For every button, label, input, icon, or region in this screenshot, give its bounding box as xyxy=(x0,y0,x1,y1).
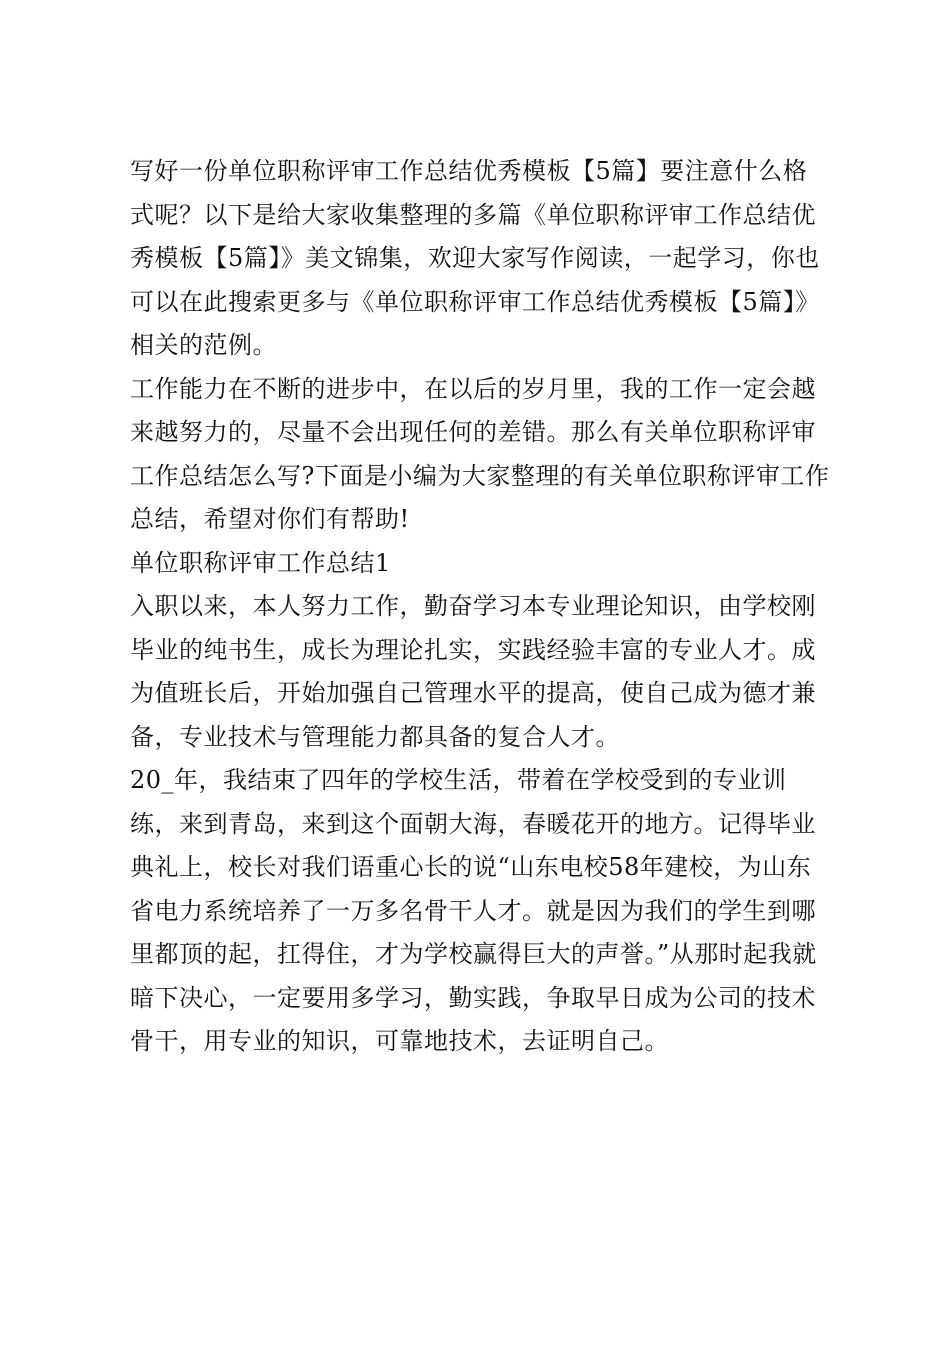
intro-paragraph: 写好一份单位职称评审工作总结优秀模板【5篇】要注意什么格式呢？以下是给大家收集整理的多篇《单位职称评审工作总结优秀模板【5篇】》美文锦集，欢迎大家写作阅读，一起学习，你也可以在此搜索更多与《单位职称评审工作总结优秀模板【5篇】》相关的范例。 xyxy=(130,157,820,359)
body-paragraph: 20_年，我结束了四年的学校生活，带着在学校受到的专业训练，来到青岛，来到这个面朝大海，春暖花开的地方。记得毕业典礼上，校长对我们语重心长的说“山东电校58年建校，为山东省电力系统培养了一万多名骨干人才。就是因为我们的学生到哪里都顶的起，扛得住，才为学校赢得巨大的声誉。”从那时起我就暗下决心，一定要用多学习，勤实践，争取早日成为公司的技术骨干，用专业的知识，可靠地技术，去证明自己。 xyxy=(130,766,817,1055)
body-paragraph: 工作能力在不断的进步中，在以后的岁月里，我的工作一定会越来越努力的，尽量不会出现任何的差错。那么有关单位职称评审工作总结怎么写?下面是小编为大家整理的有关单位职称评审工作总结，希望对你们有帮助! xyxy=(130,374,830,533)
body-paragraph: 入职以来，本人努力工作，勤奋学习本专业理论知识，由学校刚毕业的纯书生，成长为理论扎实，实践经验丰富的专业人才。成为值班长后，开始加强自己管理水平的提高，使自己成为德才兼备，专业技术与管理能力都具备的复合人才。 xyxy=(130,592,816,751)
section-title: 单位职称评审工作总结1 xyxy=(130,548,391,577)
document-body xyxy=(130,150,830,1064)
